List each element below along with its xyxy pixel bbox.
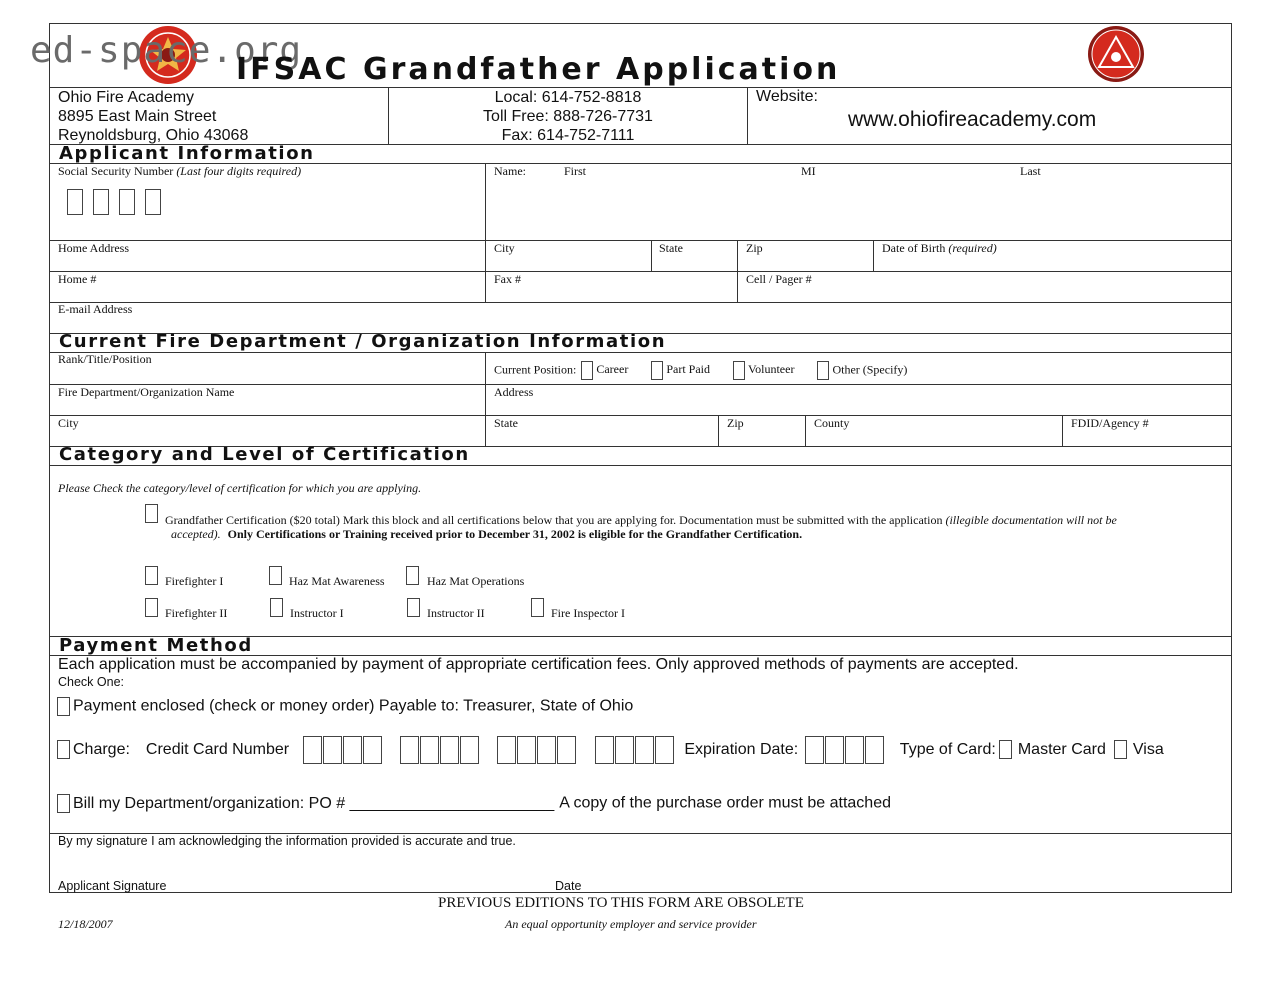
- exp-digit-box[interactable]: [825, 736, 844, 764]
- rank-label: Rank/Title/Position: [58, 352, 152, 366]
- ssn-digit-box[interactable]: [67, 189, 83, 215]
- divider: [49, 415, 1232, 416]
- page-title: IFSAC Grandfather Application: [236, 52, 841, 87]
- cc-digit-box[interactable]: [497, 736, 516, 764]
- visa-label: Visa: [1132, 741, 1164, 758]
- email-label: E-mail Address: [58, 302, 133, 316]
- instructor-1-label: Instructor I: [290, 606, 344, 620]
- payment-enclosed-label: Payment enclosed (check or money order) Payable to: Treasurer, State of Ohio: [73, 697, 634, 715]
- other-label: Other (Specify): [832, 362, 908, 377]
- city-label: City: [494, 241, 515, 255]
- volunteer-checkbox[interactable]: [733, 361, 745, 380]
- cc-digit-box[interactable]: [420, 736, 439, 764]
- visa-checkbox[interactable]: [1114, 740, 1127, 759]
- cc-digit-box[interactable]: [655, 736, 674, 764]
- other-checkbox[interactable]: [817, 361, 829, 380]
- divider: [49, 302, 1232, 303]
- exp-digit-box[interactable]: [805, 736, 824, 764]
- current-position-group: [494, 361, 907, 380]
- exp-digit-box[interactable]: [865, 736, 884, 764]
- cc-digit-box[interactable]: [343, 736, 362, 764]
- org-city: Reynoldsburg, Ohio 43068: [58, 127, 249, 144]
- cc-digit-box[interactable]: [537, 736, 556, 764]
- instructor-1-checkbox[interactable]: [270, 598, 283, 617]
- phone-toll-free: Toll Free: 888-726-7731: [483, 108, 653, 125]
- watermark: ed-space.org: [30, 30, 303, 71]
- applicant-signature-label: Applicant Signature: [58, 879, 167, 893]
- equal-opportunity: An equal opportunity employer and service provider: [505, 917, 757, 931]
- divider: [718, 415, 719, 446]
- divider: [1062, 415, 1063, 446]
- master-card-checkbox[interactable]: [999, 740, 1012, 759]
- cc-digit-box[interactable]: [323, 736, 342, 764]
- cc-group-3: [497, 741, 576, 758]
- bill-note: A copy of the purchase order must be attached: [559, 794, 891, 812]
- grandfather-note2: accepted).: [171, 527, 221, 541]
- zip-label: Zip: [746, 241, 763, 255]
- charge-checkbox[interactable]: [57, 740, 70, 759]
- divider: [805, 415, 806, 446]
- divider: [49, 271, 1232, 272]
- signature-ack: By my signature I am acknowledging the information provided is accurate and true.: [58, 834, 516, 848]
- cc-digit-box[interactable]: [400, 736, 419, 764]
- dept-address-label: Address: [494, 385, 534, 399]
- cc-digit-box[interactable]: [303, 736, 322, 764]
- home-address-label: Home Address: [58, 241, 129, 255]
- home-phone-label: Home #: [58, 272, 97, 286]
- exp-digit-box[interactable]: [845, 736, 864, 764]
- org-name-label: Fire Department/Organization Name: [58, 385, 235, 399]
- section-certification: Category and Level of Certification: [59, 444, 470, 465]
- divider: [485, 163, 486, 302]
- charge-label: Charge:: [73, 741, 130, 758]
- obsolete-notice: PREVIOUS EDITIONS TO THIS FORM ARE OBSOLETE: [438, 895, 804, 911]
- org-name: Ohio Fire Academy: [58, 89, 195, 106]
- hazmat-operations-checkbox[interactable]: [406, 566, 419, 585]
- fax-label: Fax #: [494, 272, 521, 286]
- charge-row: [57, 735, 1164, 765]
- cell-label: Cell / Pager #: [746, 272, 812, 286]
- cc-group-2: [400, 741, 479, 758]
- firefighter-2-label: Firefighter II: [165, 606, 228, 620]
- form-date: 12/18/2007: [58, 917, 113, 931]
- section-department: Current Fire Department / Organization Information: [59, 331, 667, 352]
- date-label: Date: [555, 879, 582, 893]
- fire-inspector-1-label: Fire Inspector I: [551, 606, 625, 620]
- instructor-2-checkbox[interactable]: [407, 598, 420, 617]
- bill-dept-label: Bill my Department/organization: PO # _______________________: [73, 794, 555, 812]
- hazmat-awareness-checkbox[interactable]: [269, 566, 282, 585]
- org-phones: [389, 88, 747, 145]
- payment-intro: Each application must be accompanied by payment of appropriate certification fees. Only approved methods of payments are accepted.: [58, 656, 1019, 673]
- career-checkbox[interactable]: [581, 361, 593, 380]
- state-label: State: [659, 241, 683, 255]
- part-paid-checkbox[interactable]: [651, 361, 663, 380]
- grandfather-eligibility: Only Certifications or Training received prior to December 31, 2002 is eligible for the Grandfather Certification.: [227, 527, 803, 541]
- cc-digit-box[interactable]: [595, 736, 614, 764]
- firefighter-2-checkbox[interactable]: [145, 598, 158, 617]
- expiration-label: Expiration Date:: [684, 741, 799, 758]
- ssn-boxes: [67, 189, 161, 215]
- cert-instruction: Please Check the category/level of certification for which you are applying.: [58, 481, 422, 495]
- cc-digit-box[interactable]: [517, 736, 536, 764]
- divider: [49, 465, 1232, 466]
- name-mi-label: MI: [801, 164, 816, 178]
- cc-digit-box[interactable]: [440, 736, 459, 764]
- county-label: County: [814, 416, 850, 430]
- cc-digit-box[interactable]: [635, 736, 654, 764]
- divider: [651, 240, 652, 271]
- dept-state-label: State: [494, 416, 518, 430]
- part-paid-label: Part Paid: [666, 362, 710, 377]
- phone-fax: Fax: 614-752-7111: [501, 127, 635, 144]
- fdid-label: FDID/Agency #: [1071, 416, 1149, 430]
- phone-local: Local: 614-752-8818: [494, 89, 642, 106]
- divider: [747, 87, 748, 144]
- cc-digit-box[interactable]: [460, 736, 479, 764]
- website-label: Website:: [756, 88, 818, 105]
- dept-zip-label: Zip: [727, 416, 744, 430]
- payment-enclosed-row: [57, 697, 633, 716]
- grandfather-text: Grandfather Certification ($20 total) Mark this block and all certifications below that you are applying for. Documentation must be submitted with the application (illegible documentation will not be: [165, 513, 1117, 527]
- ssn-digit-box[interactable]: [93, 189, 109, 215]
- volunteer-label: Volunteer: [748, 362, 795, 377]
- check-one-label: Check One:: [58, 675, 125, 689]
- cc-group-4: [595, 741, 674, 758]
- ssn-note: (Last four digits required): [176, 164, 302, 178]
- section-applicant: Applicant Information: [59, 143, 315, 164]
- cc-digit-box[interactable]: [363, 736, 382, 764]
- grandfather-note: (illegible documentation will not be: [945, 513, 1117, 527]
- ifsac-seal: [1087, 25, 1145, 83]
- ssn-digit-box[interactable]: [119, 189, 135, 215]
- expiration-boxes: [805, 741, 884, 758]
- dob-note: (required): [948, 241, 997, 255]
- divider: [873, 240, 874, 271]
- ssn-digit-box[interactable]: [145, 189, 161, 215]
- payment-enclosed-checkbox[interactable]: [57, 697, 70, 716]
- divider: [49, 352, 1232, 353]
- hazmat-awareness-label: Haz Mat Awareness: [289, 574, 385, 588]
- divider: [49, 240, 1232, 241]
- hazmat-operations-label: Haz Mat Operations: [427, 574, 525, 588]
- dept-city-label: City: [58, 416, 79, 430]
- divider: [485, 352, 486, 446]
- name-last-label: Last: [1020, 164, 1041, 178]
- grandfather-checkbox[interactable]: [145, 504, 158, 523]
- current-position-label: Current Position:: [494, 362, 577, 377]
- ssn-label: Social Security Number (Last four digits required): [58, 164, 302, 178]
- cc-digit-box[interactable]: [615, 736, 634, 764]
- firefighter-1-checkbox[interactable]: [145, 566, 158, 585]
- firefighter-1-label: Firefighter I: [165, 574, 224, 588]
- master-card-label: Master Card: [1017, 741, 1106, 758]
- fire-inspector-1-checkbox[interactable]: [531, 598, 544, 617]
- website-link[interactable]: www.ohiofireacademy.com: [848, 108, 1097, 131]
- career-label: Career: [596, 362, 629, 377]
- name-label: Name:: [494, 164, 526, 178]
- section-payment: Payment Method: [59, 635, 253, 656]
- org-address: [58, 88, 248, 145]
- cc-group-1: [303, 741, 382, 758]
- name-first-label: First: [564, 164, 587, 178]
- grandfather-text-line2: [171, 527, 802, 542]
- org-street: 8895 East Main Street: [58, 108, 217, 125]
- instructor-2-label: Instructor II: [427, 606, 485, 620]
- cc-number-label: Credit Card Number: [145, 741, 290, 758]
- card-type-label: Type of Card:: [899, 741, 996, 758]
- dob-label: Date of Birth (required): [882, 241, 997, 255]
- bill-dept-checkbox[interactable]: [57, 794, 70, 813]
- cc-digit-box[interactable]: [557, 736, 576, 764]
- bill-row: [57, 794, 891, 813]
